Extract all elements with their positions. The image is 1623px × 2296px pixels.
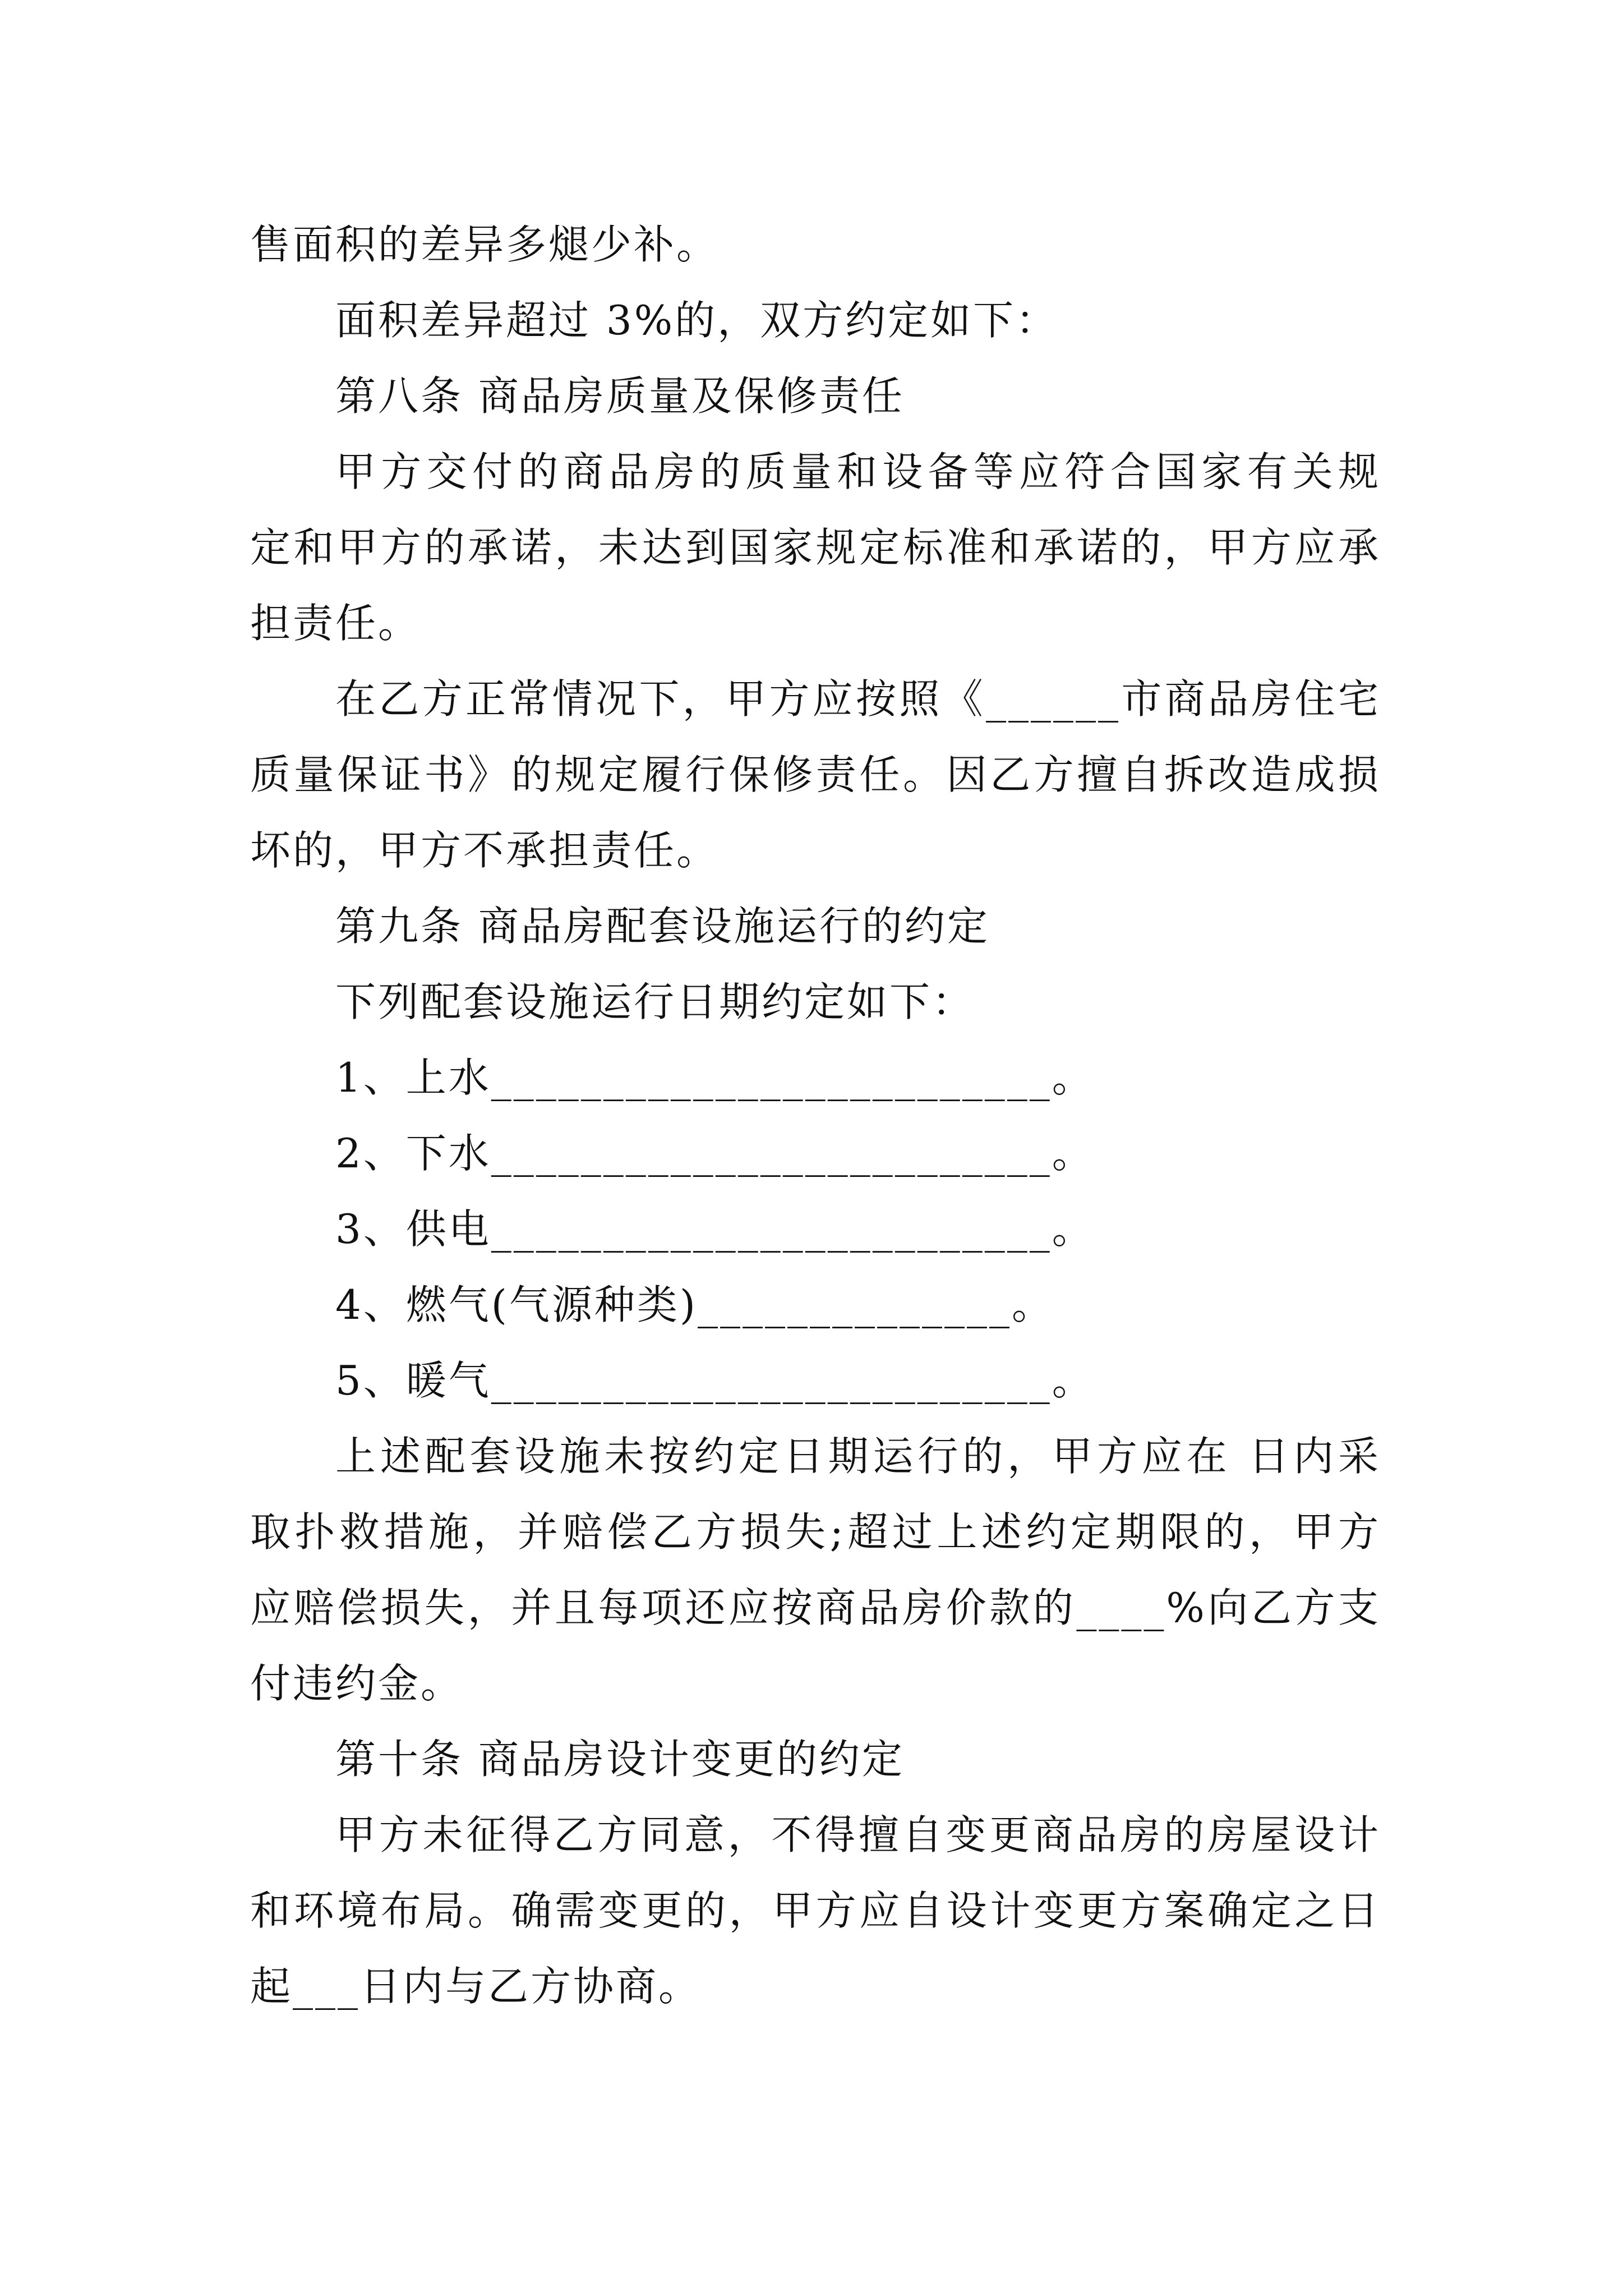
text-line: 担责任。 — [250, 600, 421, 647]
list-item: 2、下水_________________________。 — [335, 1130, 1095, 1177]
text-line: 上述配套设施未按约定日期运行的，甲方应在 日内采 — [335, 1433, 1381, 1480]
text-line: 下列配套设施运行日期约定如下： — [335, 978, 975, 1025]
text-line: 面积差异超过 3%的，双方约定如下： — [335, 297, 1059, 344]
list-item: 1、上水_________________________。 — [335, 1054, 1095, 1101]
text-line: 甲方交付的商品房的质量和设备等应符合国家有关规 — [335, 448, 1381, 495]
text-line: 坏的，甲方不承担责任。 — [250, 827, 720, 874]
list-item: 5、暖气_________________________。 — [335, 1357, 1095, 1404]
text-line: 定和甲方的承诺，未达到国家规定标准和承诺的，甲方应承 — [250, 524, 1381, 571]
text-line: 和环境布局。确需变更的，甲方应自设计变更方案确定之日 — [250, 1887, 1381, 1934]
text-line: 付违约金。 — [250, 1660, 464, 1707]
section-heading: 第八条 商品房质量及保修责任 — [335, 372, 905, 420]
text-line: 应赔偿损失，并且每项还应按商品房价款的____%向乙方支 — [250, 1584, 1381, 1631]
text-line: 售面积的差异多煺少补。 — [250, 221, 720, 268]
section-heading: 第十条 商品房设计变更的约定 — [335, 1736, 905, 1783]
text-line: 起___日内与乙方协商。 — [250, 1963, 702, 2010]
list-item: 3、供电_________________________。 — [335, 1205, 1095, 1253]
text-line: 质量保证书》的规定履行保修责任。因乙方擅自拆改造成损 — [250, 751, 1381, 798]
text-line: 取扑救措施，并赔偿乙方损失;超过上述约定期限的，甲方 — [250, 1508, 1381, 1556]
text-line: 甲方未征得乙方同意，不得擅自变更商品房的房屋设计 — [335, 1811, 1381, 1858]
list-item: 4、燃气(气源种类)______________。 — [335, 1281, 1054, 1328]
section-heading: 第九条 商品房配套设施运行的约定 — [335, 903, 990, 950]
text-line: 在乙方正常情况下，甲方应按照《______市商品房住宅 — [335, 675, 1381, 723]
